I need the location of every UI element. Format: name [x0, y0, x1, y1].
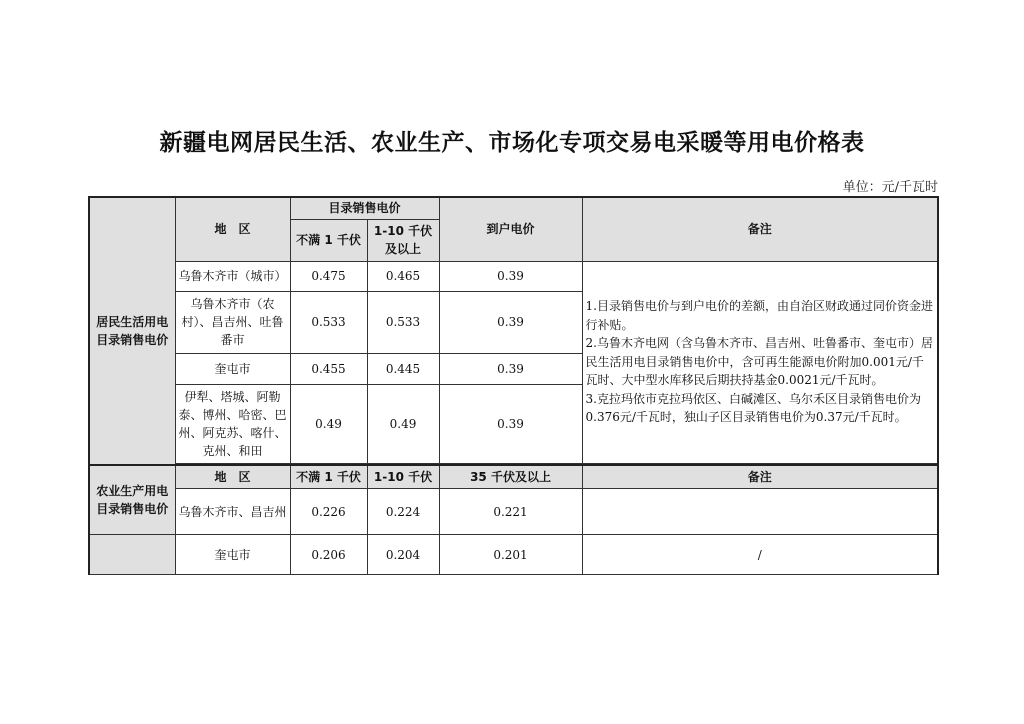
header-1-10kv: 1-10 千伏及以上	[367, 219, 439, 261]
price-35kv: 0.201	[439, 535, 582, 575]
price-table	[88, 196, 939, 575]
region-cell: 伊犁、塔城、阿勒泰、博州、哈密、巴州、阿克苏、喀什、克州、和田	[175, 384, 290, 463]
household-price: 0.39	[439, 353, 582, 384]
region-cell: 奎屯市	[175, 353, 290, 384]
ag-header-35kv: 35 千伏及以上	[439, 465, 582, 489]
price-1-10kv: 0.49	[367, 384, 439, 463]
price-1-10kv: 0.204	[367, 535, 439, 575]
region-cell: 乌鲁木齐市（城市）	[175, 261, 290, 291]
table-row	[89, 535, 938, 575]
price-1-10kv: 0.465	[367, 261, 439, 291]
header-household-price: 到户电价	[439, 197, 582, 261]
household-price: 0.39	[439, 384, 582, 463]
header-catalog-price: 目录销售电价	[290, 197, 439, 219]
region-cell: 奎屯市	[175, 535, 290, 575]
section-label-empty	[89, 535, 175, 575]
page-title: 新疆电网居民生活、农业生产、市场化专项交易电采暖等用电价格表	[159, 130, 865, 156]
region-cell: 乌鲁木齐市、昌吉州	[175, 489, 290, 535]
note-1: 1.目录销售电价与到户电价的差额，由自治区财政通过同价资金进行补贴。	[585, 299, 933, 332]
unit-label: 单位：元/千瓦时	[842, 180, 938, 195]
remark-cell	[582, 489, 938, 535]
price-under-1kv: 0.455	[290, 353, 367, 384]
price-35kv: 0.221	[439, 489, 582, 535]
price-1-10kv: 0.533	[367, 291, 439, 353]
price-1-10kv: 0.445	[367, 353, 439, 384]
ag-header-remark: 备注	[582, 465, 938, 489]
ag-header-under-1kv: 不满 1 千伏	[290, 465, 367, 489]
note-3: 3.克拉玛依市克拉玛依区、白碱滩区、乌尔禾区目录销售电价为0.376元/千瓦时，独山子区目录销售电价为0.37元/千瓦时。	[585, 391, 921, 425]
price-under-1kv: 0.533	[290, 291, 367, 353]
table-row	[89, 489, 938, 535]
ag-header-1-10kv: 1-10 千伏	[367, 465, 439, 489]
household-price: 0.39	[439, 291, 582, 353]
price-under-1kv: 0.226	[290, 489, 367, 535]
remark-cell: /	[582, 535, 938, 575]
header-region: 地 区	[175, 197, 290, 261]
residential-section-label: 居民生活用电目录销售电价	[89, 197, 175, 465]
price-1-10kv: 0.224	[367, 489, 439, 535]
price-under-1kv: 0.475	[290, 261, 367, 291]
price-under-1kv: 0.49	[290, 384, 367, 463]
header-under-1kv: 不满 1 千伏	[290, 219, 367, 261]
agricultural-section-label: 农业生产用电目录销售电价	[89, 465, 175, 535]
region-cell: 乌鲁木齐市（农村）、昌吉州、吐鲁番市	[175, 291, 290, 353]
table-row	[89, 261, 938, 291]
price-under-1kv: 0.206	[290, 535, 367, 575]
ag-header-region: 地 区	[175, 465, 290, 489]
header-remark: 备注	[582, 197, 938, 261]
note-2: 2.乌鲁木齐电网（含乌鲁木齐市、昌吉州、吐鲁番市、奎屯市）居民生活用电目录销售电价中，含可再生能源电价附加0.001元/千瓦时、大中型水库移民后期扶持基金0.0021元/千瓦时。	[585, 336, 933, 388]
household-price: 0.39	[439, 261, 582, 291]
remark-notes	[582, 261, 938, 463]
